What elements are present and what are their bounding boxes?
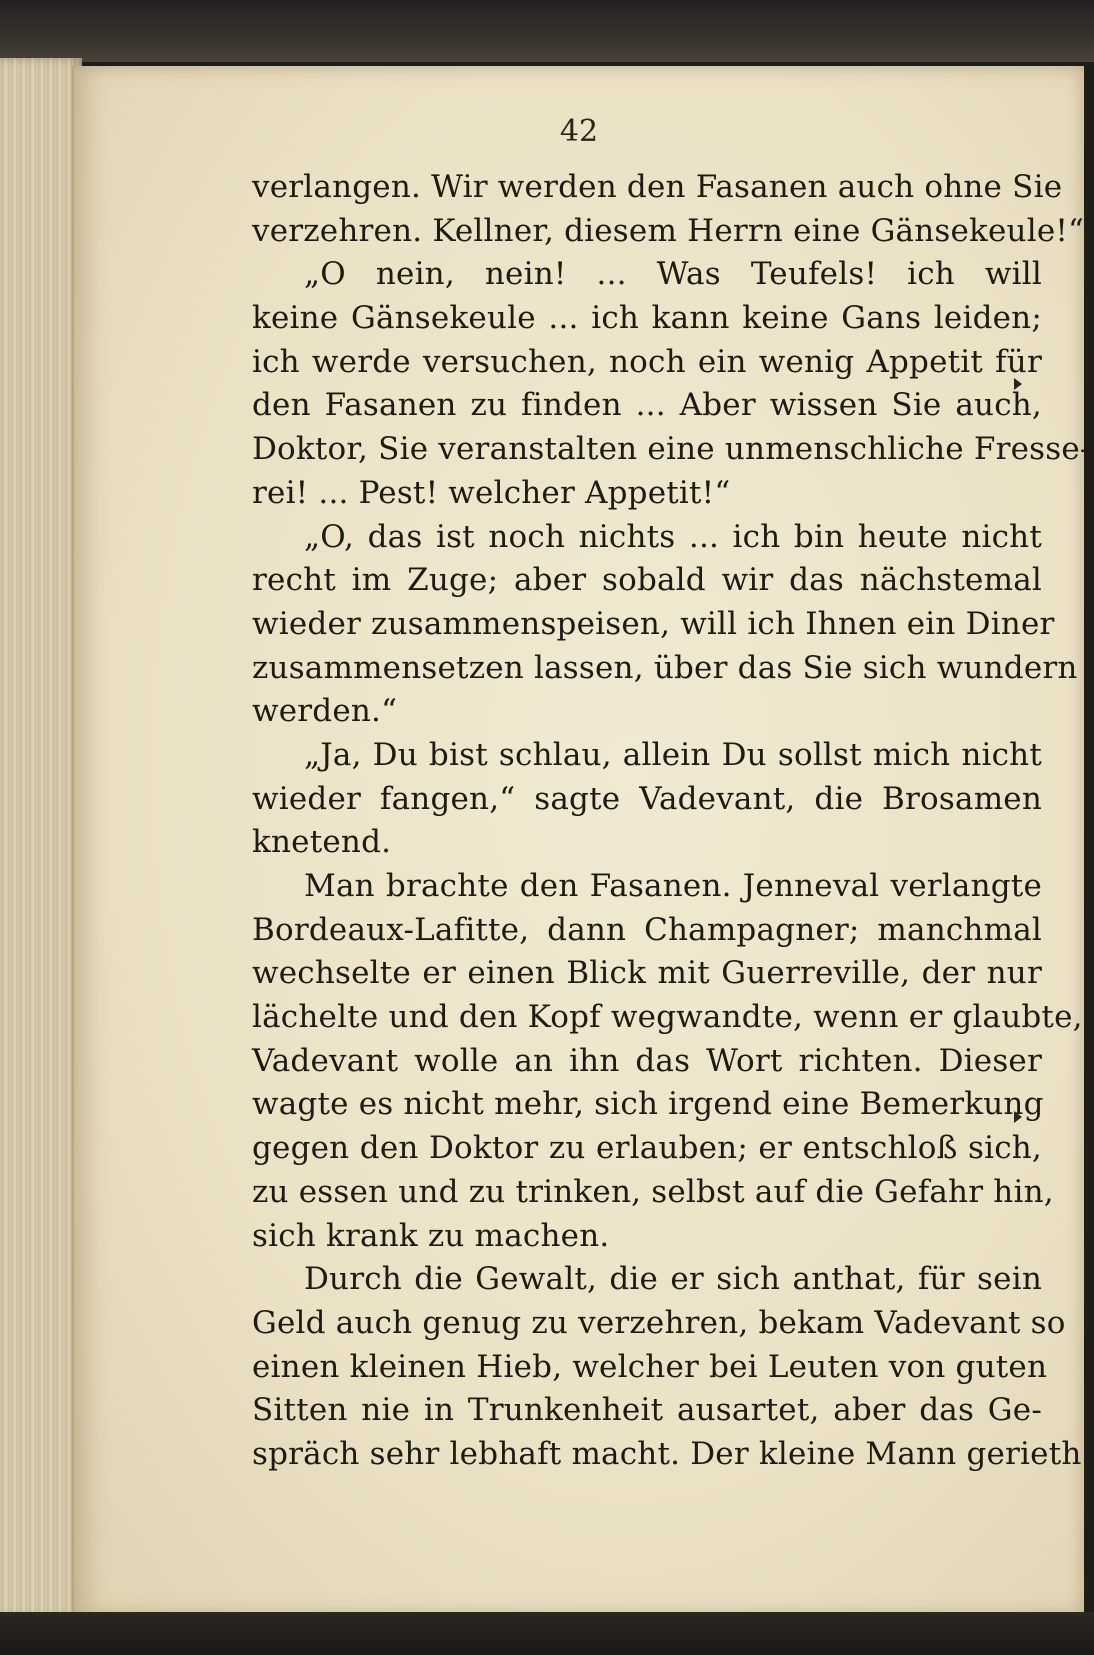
text-line: werden.“ [252,693,398,730]
text-line: zu essen und zu trinken, selbst auf die Gefahr hin, [252,1173,1054,1210]
text-line: einen kleinen Hieb, welcher bei Leuten von guten [252,1348,1048,1385]
text-line: zusammensetzen lassen, über das Sie sich wundern [252,649,1078,686]
text-line: sich krank zu machen. [252,1217,610,1254]
text-line: wagte es nicht mehr, sich irgend eine Bemerkung [252,1086,1044,1123]
text-line: ich werde versuchen, noch ein wenig Appetit für [252,343,1042,380]
text-line: „Ja, Du bist schlau, allein Du sollst mich nicht [304,736,1042,773]
text-line: wechselte er einen Blick mit Guerreville, der nur [252,955,1042,992]
text-line: lächelte und den Kopf wegwandte, wenn er glaubte, [252,999,1083,1036]
page-stack-edge [0,58,82,1618]
text-line: Sitten nie in Trunkenheit ausartet, aber das Ge- [252,1392,1042,1429]
margin-mark-icon [1014,378,1022,390]
text-line: „O, das ist noch nichts ... ich bin heute nicht [304,518,1042,555]
text-line: Bordeaux-Lafitte, dann Champagner; manchmal [252,911,1042,948]
margin-mark-icon [1014,1111,1022,1123]
text-line: „O nein, nein! ... Was Teufels! ich will [304,256,1042,293]
text-line: Vadevant wolle an ihn das Wort richten. Dieser [252,1042,1042,1079]
text-line: Durch die Gewalt, die er sich anthat, für sein [304,1261,1042,1298]
text-line: den Fasanen zu finden ... Aber wissen Sie auch, [252,387,1042,424]
text-line: verlangen. Wir werden den Fasanen auch ohne Sie [252,169,1063,205]
page-number: 42 [559,114,599,149]
book-page [72,66,1091,1616]
text-line: spräch sehr lebhaft macht. Der kleine Mann gerieth [252,1435,1082,1472]
text-line: gegen den Doktor zu erlauben; er entschloß sich, [252,1130,1042,1167]
book-cover-top [0,0,1094,62]
text-line: wieder zusammenspeisen, will ich Ihnen ein Diner [252,605,1055,642]
text-line: Man brachte den Fasanen. Jenneval verlangte [304,868,1042,904]
text-line: Doktor, Sie veranstalten eine unmenschliche Fresse- [252,431,1091,468]
text-line: keine Gänsekeule ... ich kann keine Gans leiden; [252,300,1042,337]
text-line: Geld auch genug zu verzehren, bekam Vadevant so [252,1304,1066,1341]
text-line: verzehren. Kellner, diesem Herrn eine Gänsekeule!“ [252,212,1085,249]
text-line: rei! ... Pest! welcher Appetit!“ [252,474,731,511]
text-line: wieder fangen,“ sagte Vadevant, die Brosamen [252,780,1042,817]
book-cover-bottom [0,1612,1094,1655]
text-line: knetend. [252,824,392,861]
body-text [252,166,1091,1477]
text-line: recht im Zuge; aber sobald wir das nächstemal [252,562,1042,599]
